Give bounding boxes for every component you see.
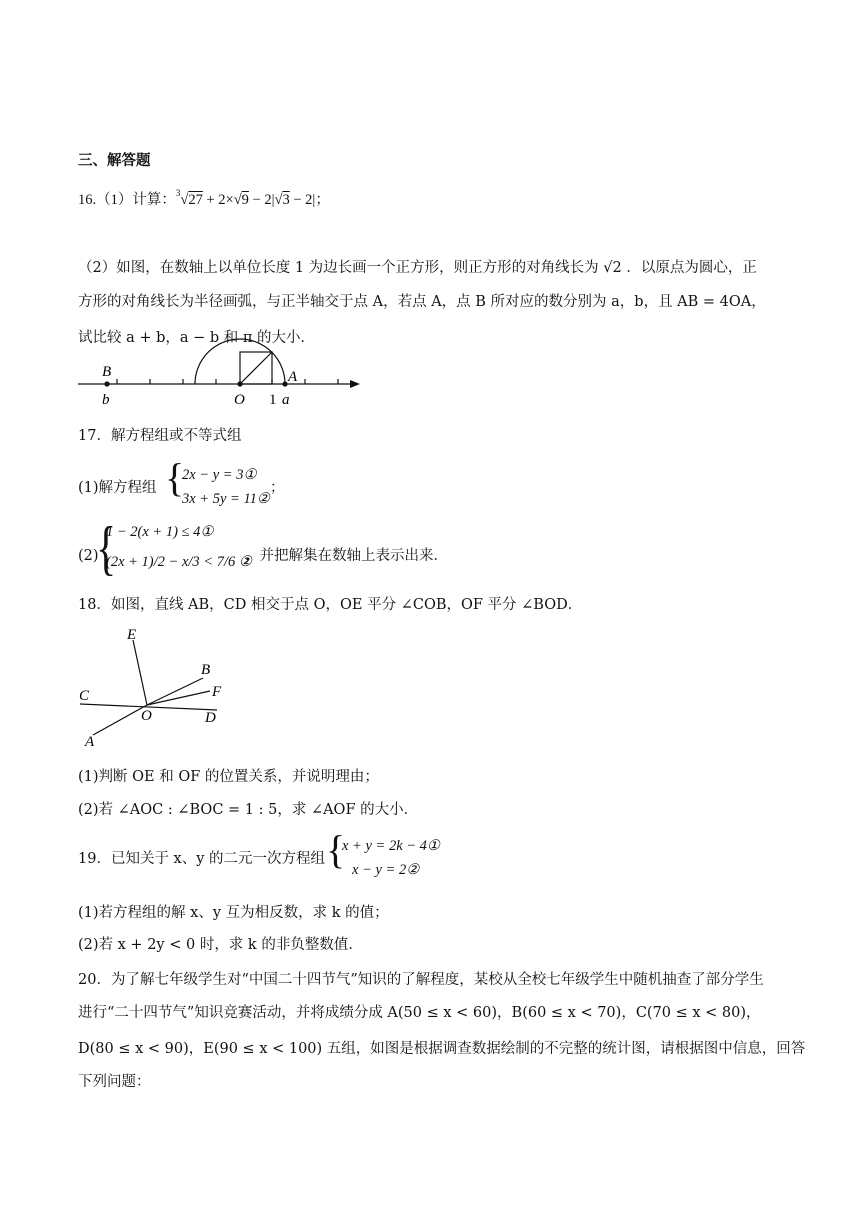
q18-angle-figure [75,624,235,750]
q19-intro: 19．已知关于 x、y 的二元一次方程组 [78,851,326,867]
q17-p2-ineq2: (2x + 1)/2 − x/3 < 7/6 ② [106,554,252,570]
label-C: C [79,688,90,704]
q19-brace: { [326,827,346,872]
label-b: b [102,392,110,408]
label-D: D [205,710,216,726]
q17-p1-brace: { [165,455,185,500]
q17-p1-suffix: ； [270,480,285,496]
q16-part2-line1: （2）如图，在数轴上以单位长度 1 为边长画一个正方形，则正方形的对角线长为 √2 ．以原点为圆心，正 [78,260,757,276]
label-O: O [141,708,152,724]
q20-line3: D(80 ≤ x < 90)，E(90 ≤ x < 100) 五组，如图是根据调查数据绘制的不完整的统计图，请根据图中信息，回答 [78,1041,806,1057]
q20-line1: 20．为了解七年级学生对“中国二十四节气”知识的了解程度，某校从全校七年级学生中随机抽查了部分学生 [78,972,764,988]
q17-p2-suffix: ，并把解集在数轴上表示出来． [245,548,448,564]
q18-p2: (2)若 ∠AOC : ∠BOC = 1 : 5，求 ∠AOF 的大小． [78,802,419,818]
q17-p2-ineq1: 1 − 2(x + 1) ≤ 4① [106,524,214,540]
label-E: E [127,627,137,643]
q18-p1: (1)判断 OE 和 OF 的位置关系，并说明理由； [78,769,379,785]
section-title: 三、解答题 [78,153,151,169]
q20-line2: 进行“二十四节气”知识竞赛活动，并将成绩分成 A(50 ≤ x < 60)，B(60 ≤ x < 70)，C(70 ≤ x < 80)， [78,1005,761,1021]
q17-p1-eq2: 3x + 5y = 11② [182,491,270,507]
label-B: B [102,364,112,380]
q18-intro: 18．如图，直线 AB，CD 相交于点 O，OE 平分 ∠COB，OF 平分 ∠BOD． [78,597,583,613]
q19-p2: (2)若 x + 2y < 0 时，求 k 的非负整数值． [78,937,363,953]
label-1: 1 [269,392,277,408]
q20-line4: 下列问题： [78,1074,151,1090]
label-O: O [234,392,245,408]
label-B: B [201,662,211,678]
q19-eq1: x + y = 2k − 4① [342,838,440,854]
q19-eq2: x − y = 2② [352,862,420,878]
q17-p2-prefix: (2) [78,548,99,564]
q16-part2-line3: 试比较 a + b，a − b 和 π 的大小． [78,330,316,346]
q19-p1: (1)若方程组的解 x、y 互为相反数，求 k 的值； [78,905,389,921]
q17-title: 17．解方程组或不等式组 [78,428,242,444]
label-a: a [282,392,290,408]
q16-part2-line2: 方形的对角线长为半径画弧，与正半轴交于点 A，若点 A，点 B 所对应的数分别为 a，b，且 AB = 4OA， [78,294,766,310]
q16-part1: 16.（1）计算：$^3$√27 + 2×√9 − 2|√3 − 2|； [78,188,330,208]
q17-p1-prefix: (1)解方程组 [78,480,157,496]
label-A: A [288,369,298,385]
q17-p1-eq1: 2x − y = 3① [182,467,257,483]
label-A: A [85,734,95,750]
label-F: F [212,684,222,700]
q16-number-line-figure [70,338,370,408]
q17-p2-brace: { [96,515,117,581]
